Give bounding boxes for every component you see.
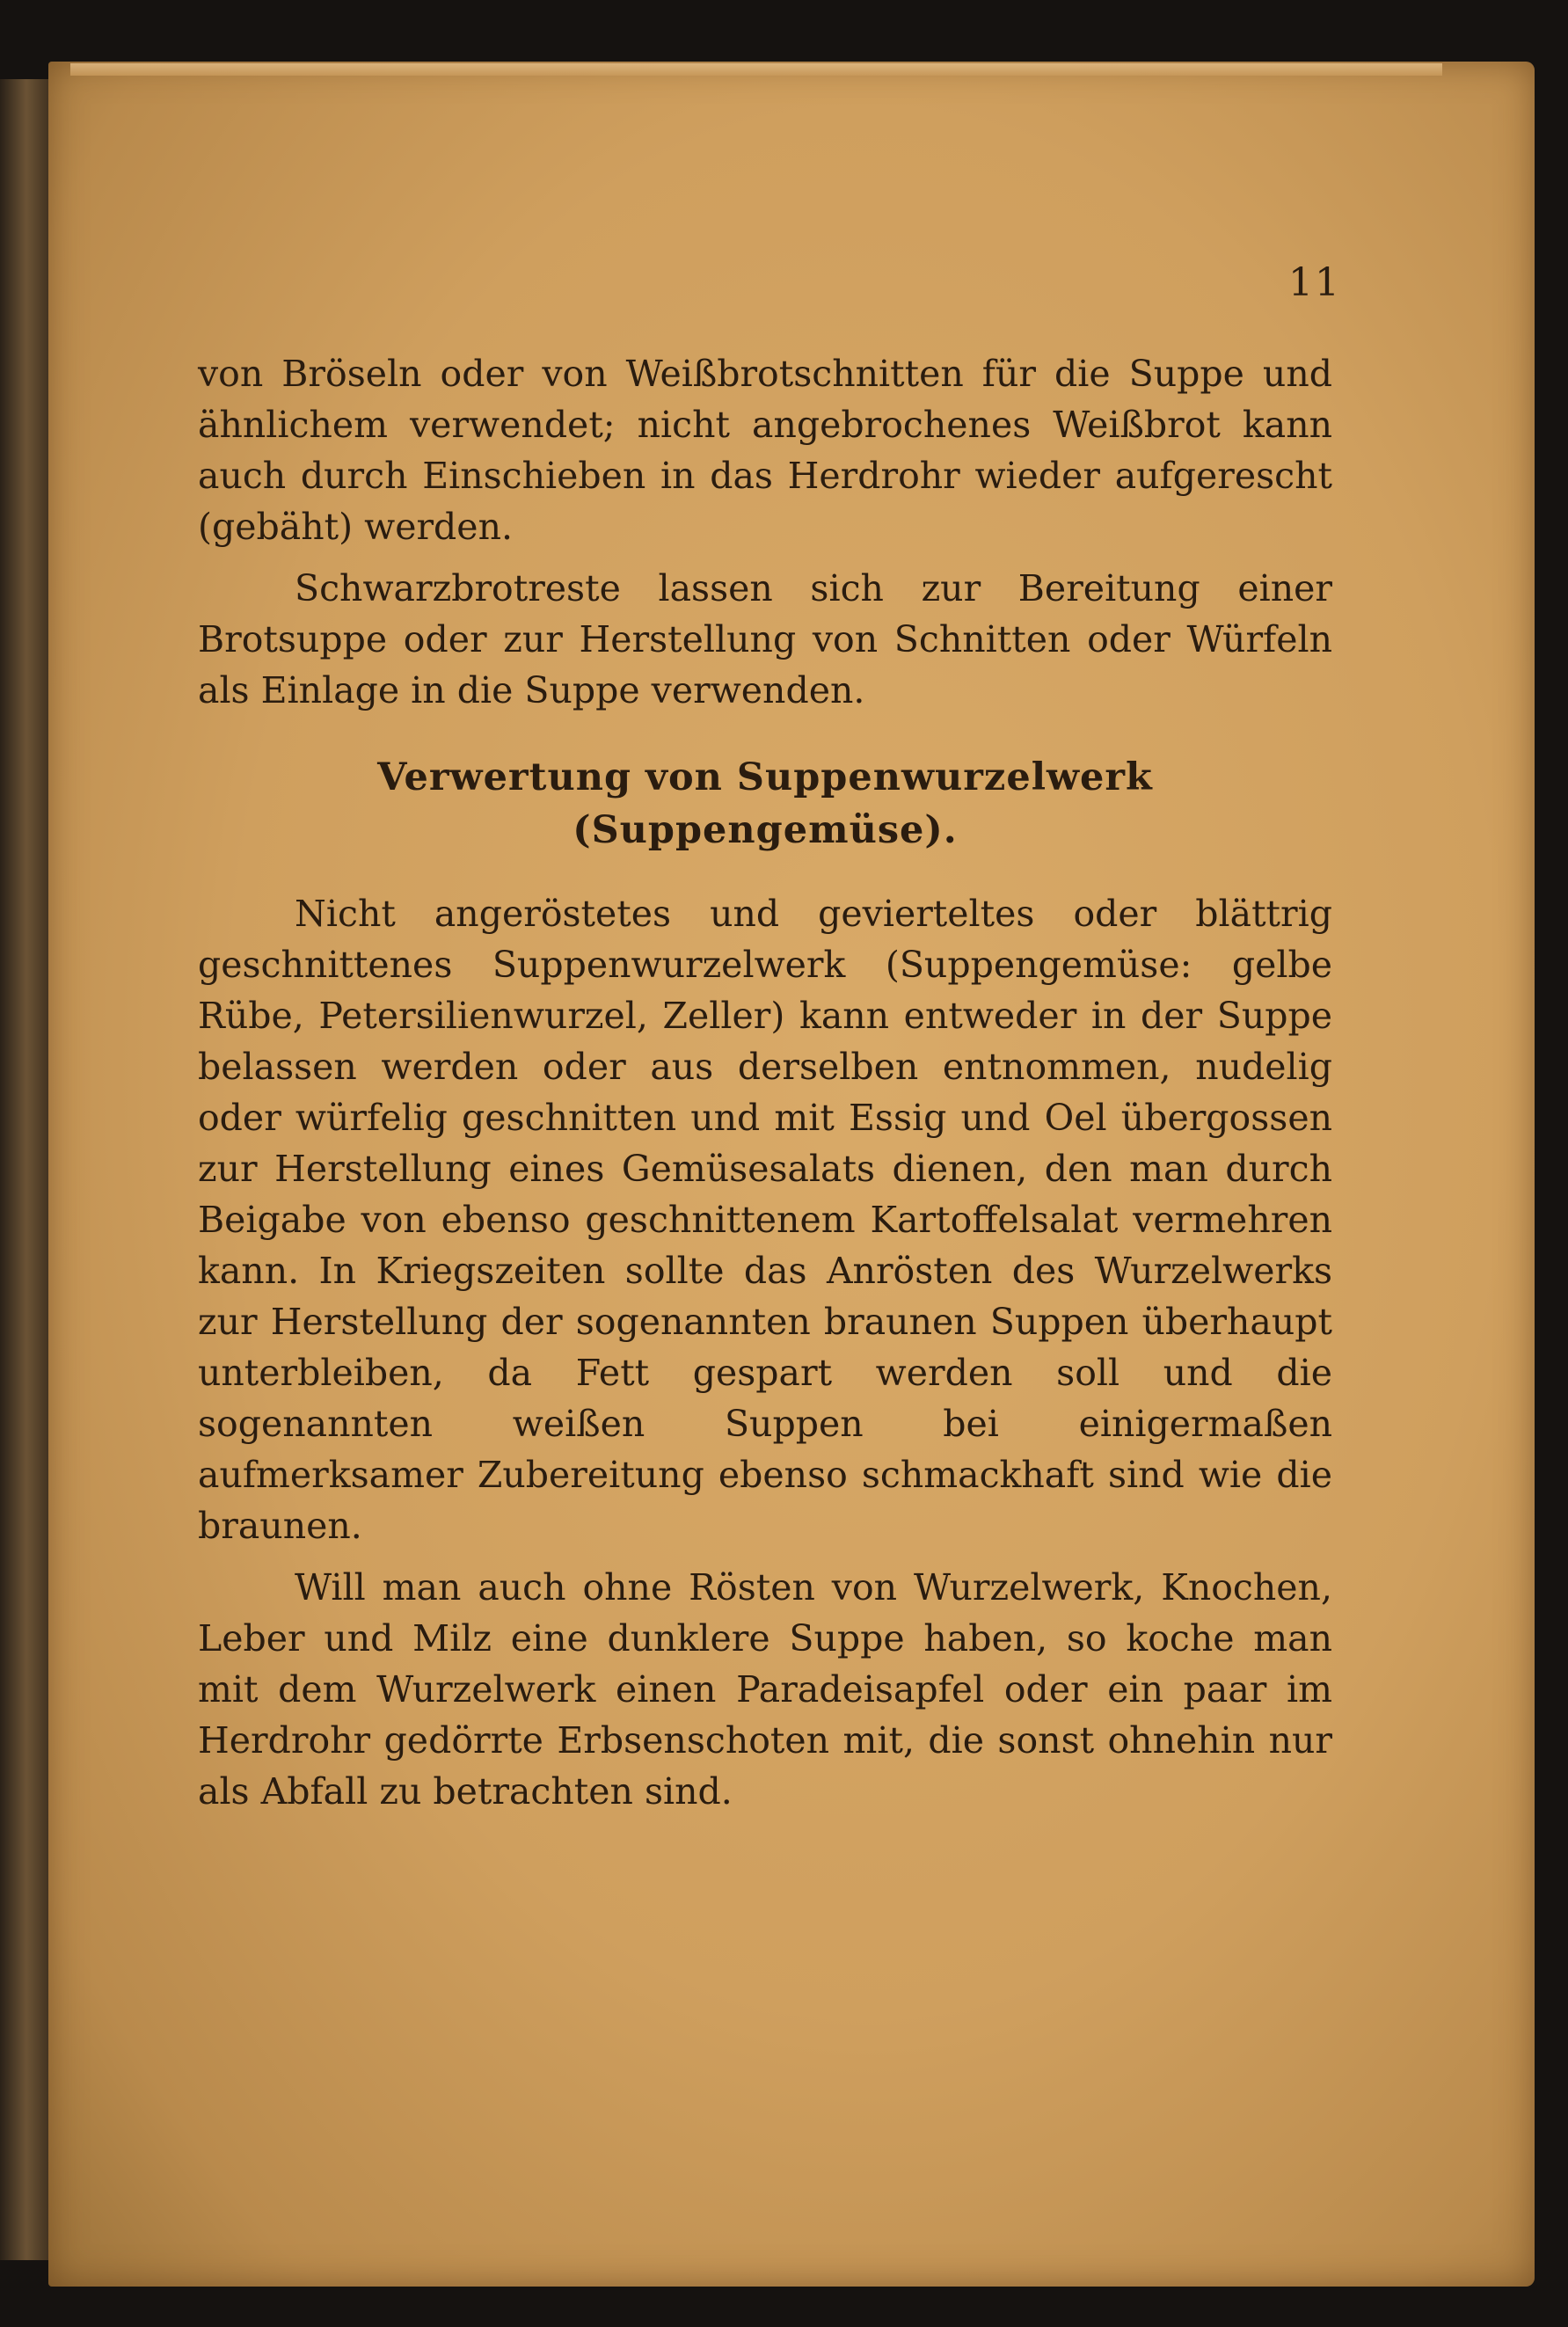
page-text <box>198 348 1332 1827</box>
left-page-edge <box>0 79 55 2260</box>
paragraph-bread-crumbs: von Bröseln oder von Weißbrotschnitten für die Suppe und ähnlichem verwendet; nicht angebrochenes Weißbrot kann auch durch Einschieben in das Herdrohr wieder aufgerescht (gebäht) werden. <box>198 353 1332 548</box>
page-top-edge <box>70 63 1442 76</box>
page-number: 11 <box>1288 260 1341 305</box>
paragraph-black-bread: Schwarzbrotreste lassen sich zur Bereitung einer Brotsuppe oder zur Herstellung von Schnitten oder Würfeln als Einlage in die Suppe verwenden. <box>198 567 1332 711</box>
paragraph-soup-vegetables: Nicht angeröstetes und gevierteltes oder blättrig geschnittenes Suppenwurzelwerk (Suppengemüse: gelbe Rübe, Petersilienwurzel, Zeller) kann entweder in der Suppe belassen werden oder aus derselben entnommen, nudelig oder würfelig geschnitten und mit Essig und Oel übergossen zur Herstellung eines Gemüsesalats dienen, den man durch Beigabe von ebenso geschnittenem Kartoffelsalat vermehren kann. In Kriegszeiten sollte das Anrösten des Wurzelwerks zur Herstellung der sogenannten braunen Suppen überhaupt unterbleiben, da Fett gespart werden soll und die sogenannten weißen Suppen bei einigermaßen aufmerksamer Zubereitung ebenso schmackhaft sind wie die braunen. <box>198 893 1332 1547</box>
section-heading: Verwertung von Suppenwurzelwerk (Suppengemüse). <box>377 755 1153 852</box>
paragraph-darker-soup: Will man auch ohne Rösten von Wurzelwerk, Knochen, Leber und Milz eine dunklere Suppe haben, so koche man mit dem Wurzelwerk einen Paradeisapfel oder ein paar im Herdrohr gedörrte Erbsenschoten mit, die sonst ohnehin nur als Abfall zu betrachten sind. <box>198 1566 1332 1813</box>
